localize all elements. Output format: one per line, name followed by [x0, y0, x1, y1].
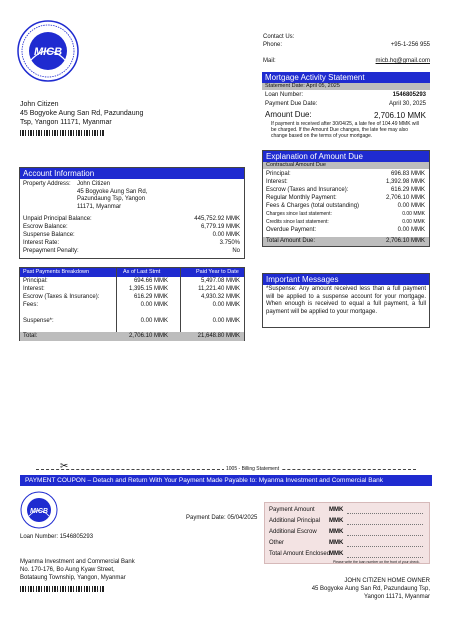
- coupon-loan-number: Loan Number: 1546805293: [20, 534, 94, 540]
- past-row-principal: Principal: 694.66 MMK 5,497.08 MMK: [23, 278, 240, 284]
- statement-date: Statement Date: April 05, 2025: [262, 83, 430, 90]
- owner-address-1: 45 Bogyoke Aung San Rd, Pazundaung Tsp,: [311, 586, 430, 592]
- property-address-label: Property Address:: [23, 181, 71, 187]
- mail-label: Mail:: [263, 58, 276, 64]
- exp-row-escrow: Escrow (Taxes and Insurance): 616.29 MMK: [266, 187, 425, 193]
- important-messages-box: [262, 273, 430, 328]
- due-date-label: Payment Due Date:: [265, 101, 318, 107]
- recipient-name: John Citizen: [20, 101, 59, 108]
- field-additional-escrow-cur: MMK: [329, 529, 344, 535]
- past-header-row: [20, 268, 244, 277]
- recipient-address-1: 45 Bogyoke Aung San Rd, Pazundaung: [20, 110, 144, 117]
- coupon-bank-logo: [20, 491, 58, 529]
- coupon-payment-date: Payment Date: 05/04/2025: [186, 515, 258, 521]
- coupon-bank-name: Myanma Investment and Commercial Bank: [20, 559, 135, 565]
- field-total-enclosed-label: Total Amount Enclosed: [269, 551, 331, 557]
- exp-row-principal: Principal: 696.83 MMK: [266, 171, 425, 177]
- exp-row-charges: Charges since last statement: 0.00 MMK: [266, 211, 425, 217]
- field-payment-amount-input[interactable]: [347, 513, 423, 514]
- past-header-last: As of Last Stmt: [123, 269, 161, 275]
- field-additional-escrow-label: Additional Escrow: [269, 529, 317, 535]
- due-date-value: April 30, 2025: [388, 101, 426, 107]
- explanation-title: Explanation of Amount Due: [263, 151, 429, 162]
- exp-row-fees: Fees & Charges (total outstanding) 0.00 MMK: [266, 203, 425, 209]
- past-row-escrow: Escrow (Taxes & Insurance): 616.29 MMK 4,930.32 MMK: [23, 294, 240, 300]
- explanation-band: Contractual Amount Due: [263, 162, 429, 169]
- account-row-principal: Unpaid Principal Balance: 445,752.92 MMK: [23, 216, 240, 222]
- exp-row-interest: Interest: 1,392.98 MMK: [266, 179, 425, 185]
- statement-title: Mortgage Activity Statement: [262, 72, 430, 83]
- phone-label: Phone:: [263, 42, 283, 48]
- recipient-barcode: [20, 130, 104, 136]
- owner-address-2: Yangon 11171, Myanmar: [363, 594, 430, 600]
- phone-value[interactable]: +95-1-256 955: [390, 42, 430, 48]
- contact-heading: Contact Us:: [263, 34, 295, 40]
- messages-body: *Suspense: Any amount received less than a full payment will be applied to a suspense account for your mortgage. When enough is received to equal a full payment, a full payment will be applied to your mortgage.: [266, 286, 426, 315]
- property-line-2: 45 Bogyoke Aung San Rd,: [77, 188, 148, 195]
- owner-title: JOHN CITIZEN HOME OWNER: [344, 578, 430, 584]
- field-total-enclosed-input[interactable]: [347, 557, 423, 558]
- exp-row-credits: Credits since last statement: 0.00 MMK: [266, 219, 425, 225]
- coupon-barcode: [20, 586, 104, 592]
- property-line-4: 11171, Myanmar: [77, 203, 122, 210]
- account-title: Account Information: [20, 168, 244, 179]
- field-other-cur: MMK: [329, 540, 344, 546]
- field-other-input[interactable]: [347, 546, 423, 547]
- past-row-interest: Interest: 1,395.15 MMK 11,221.40 MMK: [23, 286, 240, 292]
- exp-total-value: 2,706.10 MMK: [385, 238, 425, 244]
- past-header-label: Past Payments Breakdown: [23, 269, 90, 275]
- payment-coupon-banner: PAYMENT COUPON – Detach and Return With Your Payment Made Payable to: Myanma Investment and Commercial Bank: [20, 475, 432, 486]
- account-row-suspense: Suspense Balance: 0.00 MMK: [23, 232, 240, 238]
- exp-total-label: Total Amount Due:: [266, 238, 316, 244]
- past-total-row: Total: 2,706.10 MMK 21,648.80 MMK: [20, 332, 244, 341]
- past-row-fees: Fees: 0.00 MMK 0.00 MMK: [23, 302, 240, 308]
- field-additional-escrow-input[interactable]: [347, 535, 423, 536]
- account-information-box: [19, 167, 245, 259]
- messages-title: Important Messages: [263, 274, 429, 285]
- field-payment-amount-cur: MMK: [329, 507, 344, 513]
- coupon-entry-box: [264, 502, 430, 564]
- field-additional-principal-cur: MMK: [329, 518, 344, 524]
- billing-cut-label: 1005 - Billing Statement: [226, 466, 280, 472]
- bank-logo: [17, 20, 79, 82]
- recipient-address-2: Tsp, Yangon 11171, Myanmar: [20, 119, 112, 126]
- exp-row-regular: Regular Monthly Payment: 2,706.10 MMK: [266, 195, 425, 201]
- account-row-prepayment: Prepayment Penalty: No: [23, 248, 240, 254]
- amount-due-label: Amount Due:: [265, 110, 312, 119]
- logo-initials: MICB: [33, 46, 63, 58]
- coupon-bank-address-2: Botataung Township, Yangon, Myanmar: [20, 575, 126, 581]
- field-additional-principal-label: Additional Principal: [269, 518, 321, 524]
- loan-number-value: 1546805293: [392, 92, 426, 98]
- loan-number-label: Loan Number:: [265, 92, 304, 98]
- exp-row-overdue: Overdue Payment: 0.00 MMK: [266, 227, 425, 233]
- explanation-box: [262, 150, 430, 247]
- coupon-note: Please write the loan number on the front of your check.: [333, 560, 420, 564]
- property-line-1: John Citizen: [77, 181, 111, 187]
- field-payment-amount-label: Payment Amount: [269, 507, 315, 513]
- past-header-ytd: Paid Year to Date: [196, 269, 239, 275]
- mail-link[interactable]: micb.hq@gmail.com: [375, 58, 430, 64]
- mortgage-statement-box: [262, 72, 430, 141]
- account-row-interest-rate: Interest Rate: 3.750%: [23, 240, 240, 246]
- property-line-3: Pazundaung Tsp, Yangon: [77, 196, 146, 202]
- field-total-enclosed-cur: MMK: [329, 551, 344, 557]
- late-fee-note: If payment is received after 30/04/25, a late fee of 104.49 MMK will be charged. If the Amount Due changes, the late fee may also change based on the terms of your mortgage.: [271, 121, 419, 139]
- exp-total-row: [263, 237, 429, 246]
- past-row-suspense: Suspense*: 0.00 MMK 0.00 MMK: [23, 318, 240, 324]
- field-other-label: Other: [269, 540, 285, 546]
- coupon-bank-address-1: No. 170-176, Bo Aung Kyaw Street,: [20, 567, 115, 573]
- amount-due-value: 2,706.10 MMK: [373, 111, 426, 120]
- scissors-icon: ✂: [60, 461, 69, 472]
- past-payments-table: [19, 267, 245, 341]
- field-additional-principal-input[interactable]: [347, 524, 423, 525]
- svg-text:MICB: MICB: [30, 508, 48, 515]
- account-row-escrow: Escrow Balance: 6,779.19 MMK: [23, 224, 240, 230]
